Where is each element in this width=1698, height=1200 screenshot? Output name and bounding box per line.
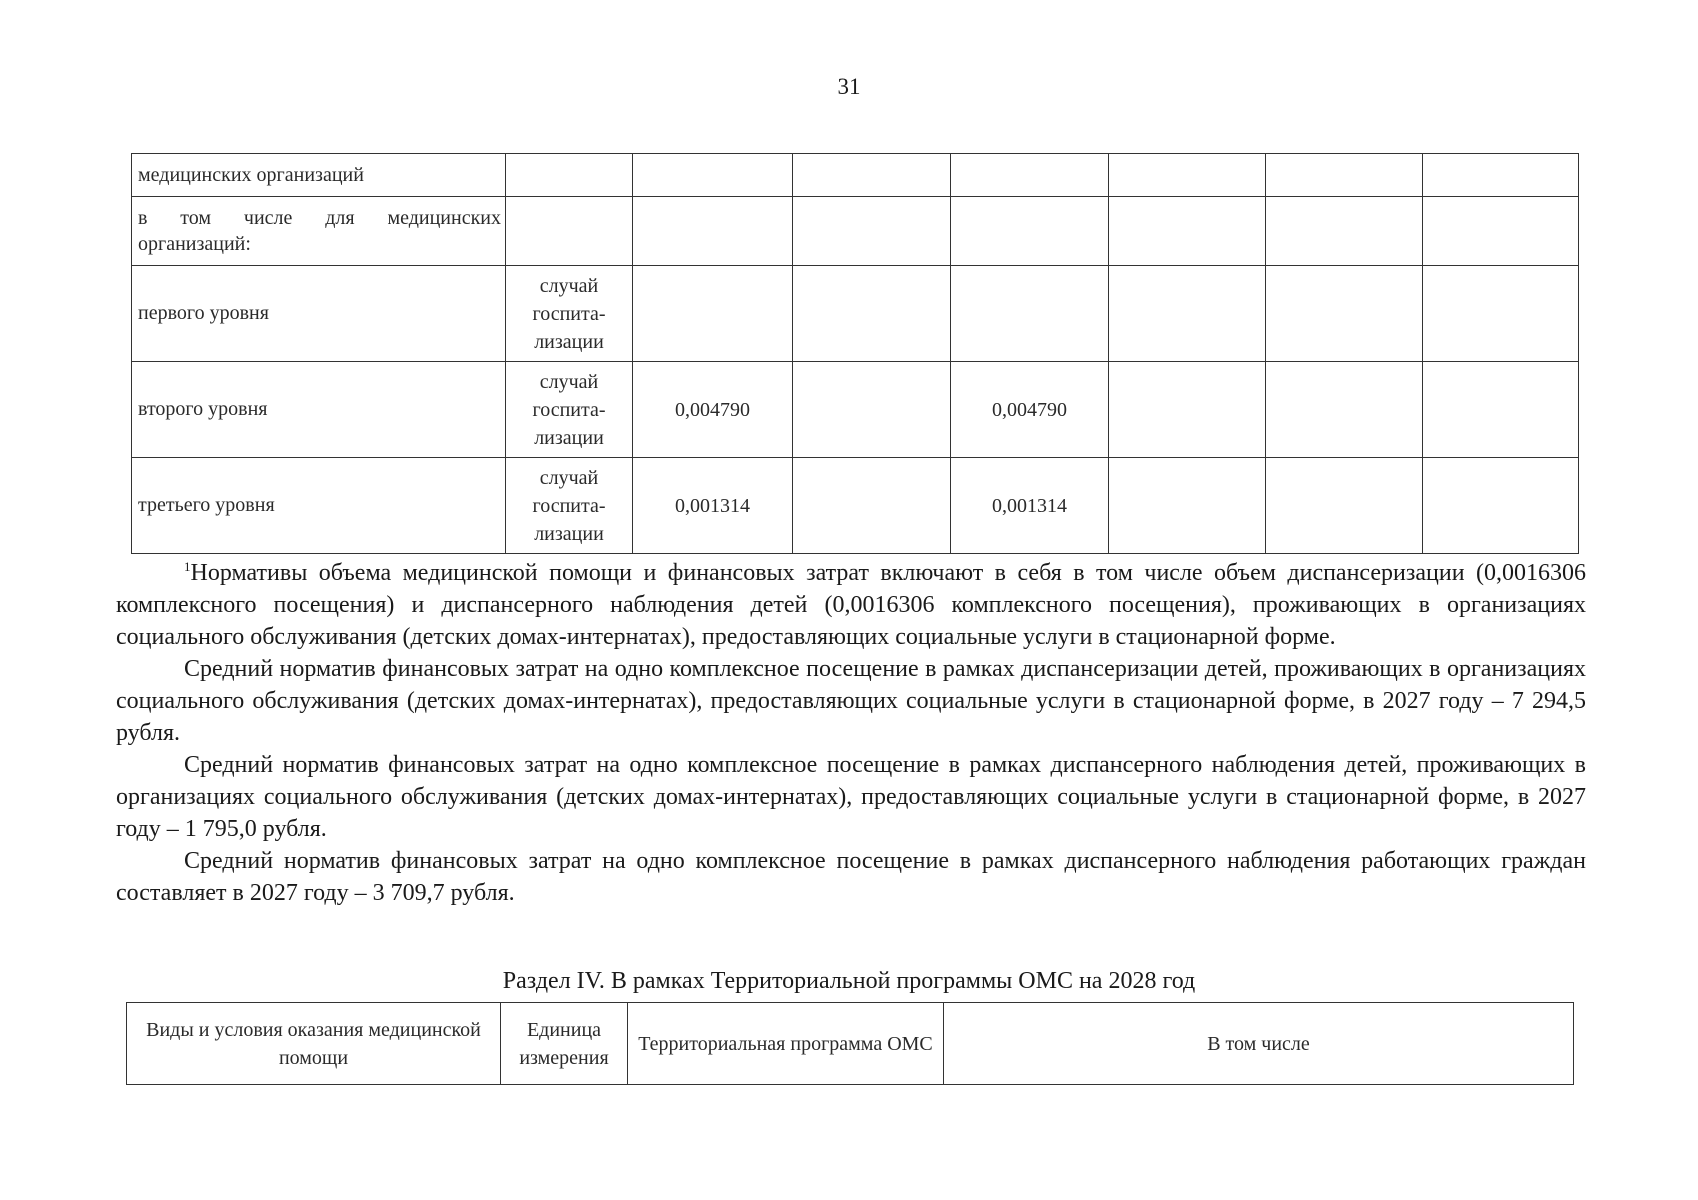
value-cell: [793, 362, 951, 458]
value-cell: [1266, 362, 1423, 458]
section-table-header: [126, 1002, 1574, 1085]
value-cell: [951, 197, 1109, 266]
value-cell: [793, 197, 951, 266]
value-cell: [1109, 458, 1266, 554]
value-cell: 0,004790: [951, 362, 1109, 458]
value-cell: [1266, 458, 1423, 554]
value-cell: [1423, 362, 1579, 458]
table-row: [132, 362, 1579, 458]
value-cell: [1109, 154, 1266, 197]
page-number: 31: [837, 74, 861, 99]
value-cell: [793, 266, 951, 362]
unit-cell: случай госпита-лизации: [506, 266, 633, 362]
value-cell: [633, 197, 793, 266]
unit-cell: [506, 197, 633, 266]
header-unit: Единица измерения: [501, 1003, 628, 1085]
value-cell: [793, 154, 951, 197]
value-cell: [1423, 266, 1579, 362]
value-cell: [1266, 197, 1423, 266]
header-including: В том числе: [944, 1003, 1574, 1085]
value-cell: [951, 266, 1109, 362]
value-cell: [1423, 197, 1579, 266]
paragraph: Средний норматив финансовых затрат на одно комплексное посещение в рамках диспансерного наблюдения детей, проживающих в организациях социального обслуживания (детских домах-интернатах), предоставляющих социальные услуги в стационарной форме, в 2027 году – 1 795,0 рубля.: [116, 752, 1586, 842]
value-cell: [633, 154, 793, 197]
paragraph: Средний норматив финансовых затрат на одно комплексное посещение в рамках диспансерного наблюдения работающих граждан составляет в 2027 году – 3 709,7 рубля.: [116, 848, 1586, 906]
notes-block: [116, 551, 1586, 909]
table-row: [132, 458, 1579, 554]
continuation-table: [131, 153, 1579, 554]
value-cell: [1109, 197, 1266, 266]
header-territorial-program: Территориальная программа ОМС: [628, 1003, 944, 1085]
value-cell: [633, 266, 793, 362]
table-row: [132, 266, 1579, 362]
footnote-mark: 1: [184, 559, 191, 574]
table-row: [132, 197, 1579, 266]
row-label: второго уровня: [132, 362, 506, 458]
value-cell: [1423, 154, 1579, 197]
value-cell: 0,001314: [633, 458, 793, 554]
value-cell: [1266, 154, 1423, 197]
paragraph: Средний норматив финансовых затрат на одно комплексное посещение в рамках диспансеризации детей, проживающих в организациях социального обслуживания (детских домах-интернатах), предоставляющих социальные услуги в стационарной форме, в 2027 году – 7 294,5 рубля.: [116, 656, 1586, 746]
paragraph-text: Нормативы объема медицинской помощи и финансовых затрат включают в себя в том числе объем диспансеризации (0,0016306 комплексного посещения) и диспансерного наблюдения детей (0,0016306 комплексного посещения), проживающих в организациях социального обслуживания (детских домах-интернатах), предоставляющих социальные услуги в стационарной форме.: [116, 560, 1586, 650]
table-row: [132, 154, 1579, 197]
unit-cell: [506, 154, 633, 197]
unit-cell: случай госпита-лизации: [506, 362, 633, 458]
value-cell: [951, 154, 1109, 197]
footnote-paragraph: [116, 551, 1586, 653]
value-cell: 0,004790: [633, 362, 793, 458]
section-title: Раздел IV. В рамках Территориальной программы ОМС на 2028 год: [502, 968, 1196, 994]
row-label: медицинских организаций: [132, 154, 506, 197]
header-types-conditions: Виды и условия оказания медицинской помощи: [127, 1003, 501, 1085]
value-cell: [793, 458, 951, 554]
value-cell: [1266, 266, 1423, 362]
value-cell: 0,001314: [951, 458, 1109, 554]
value-cell: [1109, 266, 1266, 362]
row-label: в том числе для медицинских организаций:: [132, 197, 506, 266]
value-cell: [1109, 362, 1266, 458]
row-label: первого уровня: [132, 266, 506, 362]
unit-cell: случай госпита-лизации: [506, 458, 633, 554]
row-label: третьего уровня: [132, 458, 506, 554]
table-header-row: [127, 1003, 1574, 1085]
value-cell: [1423, 458, 1579, 554]
